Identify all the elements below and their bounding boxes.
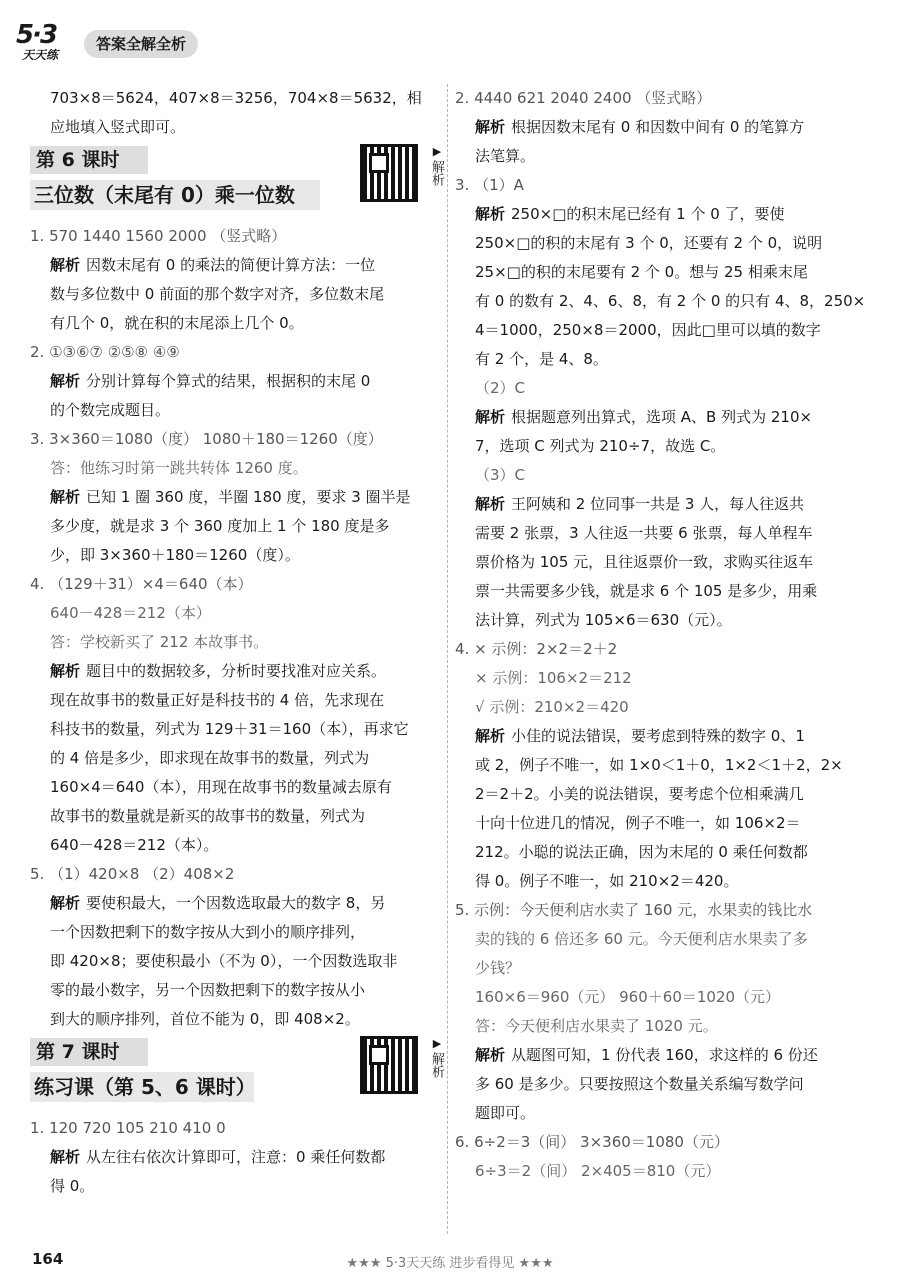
lesson-6-heading (30, 144, 444, 218)
answer-item (30, 860, 440, 889)
analysis-line (455, 113, 885, 142)
qr-label-text: 解析 (429, 160, 444, 186)
answer-item (30, 570, 440, 599)
right-column (455, 84, 885, 1186)
lesson-subtitle: 练习课（第 5、6 课时） (30, 1072, 254, 1102)
line-text: 要使积最大，一个因数选取最大的数字 8，另 (86, 894, 386, 912)
line-text: （3）C (475, 466, 526, 484)
line-text: 1. 120 720 105 210 410 0 (30, 1119, 226, 1137)
line-text: 已知 1 圈 360 度，半圈 180 度，要求 3 圈半是 (86, 488, 411, 506)
text-line (455, 838, 885, 867)
line-text: 1. 570 1440 1560 2000 （竖式略） (30, 227, 287, 245)
line-text: 一个因数把剩下的数字按从大到小的顺序排列， (50, 923, 366, 941)
line-text: 题即可。 (475, 1104, 536, 1122)
section-tag: 答案全解全析 (84, 30, 198, 58)
line-text: 2＝2＋2。小美的说法错误，要考虑个位相乘满几 (475, 785, 804, 803)
analysis-keyword: 解析 (50, 488, 81, 506)
line-text: 因数末尾有 0 的乘法的简便计算方法：一位 (86, 256, 376, 274)
analysis-line (455, 490, 885, 519)
text-line (30, 309, 440, 338)
page-header (14, 22, 434, 66)
line-text: 160×6＝960（元） 960＋60＝1020（元） (475, 988, 781, 1006)
text-line (30, 628, 440, 657)
line-text: 或 2，例子不唯一，如 1×0＜1＋0，1×2＜1＋2，2× (475, 756, 843, 774)
text-line (30, 1172, 440, 1201)
line-text: 2. ①③⑥⑦ ②⑤⑧ ④⑨ (30, 343, 180, 361)
analysis-keyword: 解析 (50, 1148, 81, 1166)
line-text: 即 420×8；要使积最小（不为 0），一个因数选取非 (50, 952, 398, 970)
text-line (455, 693, 885, 722)
lesson-title: 第 6 课时 (30, 146, 148, 174)
analysis-line (455, 403, 885, 432)
qr-label (428, 1036, 446, 1078)
text-line (455, 606, 885, 635)
text-line (30, 976, 440, 1005)
line-text: 从题图可知，1 份代表 160，求这样的 6 份还 (511, 1046, 818, 1064)
analysis-line (30, 483, 440, 512)
line-text: 少，即 3×360＋180＝1260（度）。 (50, 546, 300, 564)
text-line (30, 396, 440, 425)
text-line: 703×8＝5624，407×8＝3256，704×8＝5632，相 (50, 89, 422, 107)
text-line (30, 686, 440, 715)
line-text: 有 2 个，是 4、8。 (475, 350, 608, 368)
text-line (455, 954, 885, 983)
text-line (30, 512, 440, 541)
text-line (455, 374, 885, 403)
analysis-keyword: 解析 (475, 727, 506, 745)
text-line (30, 831, 440, 860)
line-text: 到大的顺序排列，首位不能为 0，即 408×2。 (50, 1010, 360, 1028)
line-text: 小佳的说法错误，要考虑到特殊的数字 0、1 (511, 727, 805, 745)
text-line (30, 802, 440, 831)
text-line (455, 461, 885, 490)
text-line (455, 345, 885, 374)
line-text: 160×4＝640（本），用现在故事书的数量减去原有 (50, 778, 392, 796)
text-line (30, 773, 440, 802)
text-line (30, 599, 440, 628)
line-text: 科技书的数量，列式为 129＋31＝160（本），再求它 (50, 720, 409, 738)
line-text: 2. 4440 621 2040 2400 （竖式略） (455, 89, 712, 107)
line-text: 从左往右依次计算即可，注意：0 乘任何数都 (86, 1148, 386, 1166)
line-text: 根据因数末尾有 0 和因数中间有 0 的笔算方 (511, 118, 805, 136)
line-text: 十向十位进几的情况，例子不唯一，如 106×2＝ (475, 814, 801, 832)
analysis-line (455, 722, 885, 751)
analysis-line (455, 200, 885, 229)
line-text: 答：学校新买了 212 本故事书。 (50, 633, 269, 651)
answer-item (455, 84, 885, 113)
text-line (30, 280, 440, 309)
line-text: 得 0。 (50, 1177, 95, 1195)
line-text: 卖的钱的 6 倍还多 60 元。今天便利店水果卖了多 (475, 930, 808, 948)
line-text: 数与多位数中 0 前面的那个数字对齐，多位数末尾 (50, 285, 385, 303)
line-text: 答：他练习时第一跳共转体 1260 度。 (50, 459, 308, 477)
qr-code-icon[interactable] (360, 144, 418, 202)
line-text: 现在故事书的数量正好是科技书的 4 倍，先求现在 (50, 691, 385, 709)
line-text: 7，选项 C 列式为 210÷7，故选 C。 (475, 437, 726, 455)
text-line (455, 432, 885, 461)
line-text: 题目中的数据较多，分析时要找准对应关系。 (86, 662, 387, 680)
line-text: 分别计算每个算式的结果，根据积的末尾 0 (86, 372, 371, 390)
line-text: 6. 6÷2＝3（间） 3×360＝1080（元） (455, 1133, 729, 1151)
line-text: 需要 2 张票，3 人往返一共要 6 张票，每人单程车 (475, 524, 813, 542)
analysis-keyword: 解析 (50, 894, 81, 912)
line-text: 根据题意列出算式，选项 A、B 列式为 210× (511, 408, 813, 426)
line-text: 有 0 的数有 2、4、6、8，有 2 个 0 的只有 4、8，250× (475, 292, 866, 310)
line-text: 250×□的积末尾已经有 1 个 0 了，要使 (511, 205, 785, 223)
left-column (30, 84, 444, 1201)
text-line (30, 947, 440, 976)
analysis-line (30, 367, 440, 396)
answer-item (455, 896, 885, 925)
brand-logo (14, 22, 80, 66)
text-line (455, 983, 885, 1012)
text-line (455, 1099, 885, 1128)
text-line (455, 316, 885, 345)
text-line (30, 541, 440, 570)
play-icon: ▶ (432, 1037, 442, 1050)
line-text: 212。小聪的说法正确，因为末尾的 0 乘任何数都 (475, 843, 808, 861)
text-line (455, 1157, 885, 1186)
text-line (455, 577, 885, 606)
analysis-line (30, 657, 440, 686)
logo-subtext: 天天练 (22, 48, 59, 62)
analysis-keyword: 解析 (475, 118, 506, 136)
text-line (455, 867, 885, 896)
answer-item (30, 222, 440, 251)
text-line (455, 258, 885, 287)
line-text: 多 60 是多少。只要按照这个数量关系编写数学问 (475, 1075, 804, 1093)
text-line (455, 142, 885, 171)
line-text: 王阿姨和 2 位同事一共是 3 人，每人往返共 (511, 495, 805, 513)
analysis-keyword: 解析 (475, 205, 506, 223)
text-line (455, 287, 885, 316)
analysis-keyword: 解析 (50, 256, 81, 274)
answer-item (30, 338, 440, 367)
analysis-keyword: 解析 (50, 372, 81, 390)
column-divider (447, 84, 448, 1234)
line-text: 6÷3＝2（间） 2×405＝810（元） (475, 1162, 721, 1180)
lesson-title: 第 7 课时 (30, 1038, 148, 1066)
line-text: 票价格为 105 元，且往返票价一致，求购买往返车 (475, 553, 814, 571)
analysis-keyword: 解析 (475, 495, 506, 513)
lesson-7-heading (30, 1036, 444, 1110)
text-line (30, 918, 440, 947)
line-text: 的 4 倍是多少，即求现在故事书的数量，列式为 (50, 749, 370, 767)
analysis-line (30, 251, 440, 280)
line-text: 25×□的积的末尾要有 2 个 0。想与 25 相乘末尾 (475, 263, 808, 281)
analysis-line (30, 1143, 440, 1172)
line-text: 3. 3×360＝1080（度） 1080＋180＝1260（度） (30, 430, 383, 448)
text-line: 应地填入竖式即可。 (50, 118, 186, 136)
line-text: 得 0。例子不唯一，如 210×2＝420。 (475, 872, 739, 890)
text-line (455, 809, 885, 838)
text-line (455, 751, 885, 780)
play-icon: ▶ (432, 145, 442, 158)
qr-code-icon[interactable] (360, 1036, 418, 1094)
analysis-line (30, 889, 440, 918)
line-text: 的个数完成题目。 (50, 401, 171, 419)
line-text: 零的最小数字，另一个因数把剩下的数字按从小 (50, 981, 366, 999)
text-line (455, 664, 885, 693)
lesson-subtitle: 三位数（末尾有 0）乘一位数 (30, 180, 320, 210)
text-line (455, 548, 885, 577)
line-text: （2）C (475, 379, 526, 397)
line-text: 法计算，列式为 105×6＝630（元）。 (475, 611, 732, 629)
text-line (30, 715, 440, 744)
footer-slogan: ★★★ 5·3天天练 进步看得见 ★★★ (346, 1256, 554, 1271)
answer-item (455, 635, 885, 664)
line-text: 4. （129＋31）×4＝640（本） (30, 575, 253, 593)
line-text: 4. × 示例：2×2＝2＋2 (455, 640, 618, 658)
logo-text: 5·3 (16, 20, 57, 50)
line-text: 5. （1）420×8 （2）408×2 (30, 865, 235, 883)
page-number: 164 (32, 1250, 64, 1268)
answer-item (455, 1128, 885, 1157)
text-line (30, 744, 440, 773)
analysis-keyword: 解析 (50, 662, 81, 680)
text-line (455, 925, 885, 954)
line-text: 票一共需要多少钱，就是求 6 个 105 是多少，用乘 (475, 582, 818, 600)
text-line (455, 229, 885, 258)
text-line (30, 1005, 440, 1034)
analysis-line (455, 1041, 885, 1070)
qr-label-text: 解析 (429, 1052, 444, 1078)
analysis-keyword: 解析 (475, 1046, 506, 1064)
line-text: 5. 示例：今天便利店水卖了 160 元，水果卖的钱比水 (455, 901, 813, 919)
line-text: √ 示例：210×2＝420 (475, 698, 629, 716)
line-text: 故事书的数量就是新买的故事书的数量，列式为 (50, 807, 366, 825)
line-text: 250×□的积的末尾有 3 个 0，还要有 2 个 0，说明 (475, 234, 823, 252)
text-line (455, 519, 885, 548)
line-text: × 示例：106×2＝212 (475, 669, 632, 687)
text-line (455, 1012, 885, 1041)
qr-label (428, 144, 446, 186)
answer-item (30, 425, 440, 454)
answer-item (30, 1114, 440, 1143)
text-line (455, 1070, 885, 1099)
line-text: 3. （1）A (455, 176, 524, 194)
line-text: 有几个 0，就在积的末尾添上几个 0。 (50, 314, 304, 332)
line-text: 4＝1000，250×8＝2000，因此□里可以填的数字 (475, 321, 821, 339)
page-footer (0, 1250, 900, 1276)
line-text: 少钱？ (475, 959, 521, 977)
line-text: 640－428＝212（本）。 (50, 836, 219, 854)
analysis-keyword: 解析 (475, 408, 506, 426)
line-text: 640－428＝212（本） (50, 604, 211, 622)
line-text: 法笔算。 (475, 147, 536, 165)
text-line (455, 780, 885, 809)
answer-item (455, 171, 885, 200)
line-text: 多少度，就是求 3 个 360 度加上 1 个 180 度是多 (50, 517, 390, 535)
line-text: 答：今天便利店水果卖了 1020 元。 (475, 1017, 718, 1035)
text-line (30, 454, 440, 483)
